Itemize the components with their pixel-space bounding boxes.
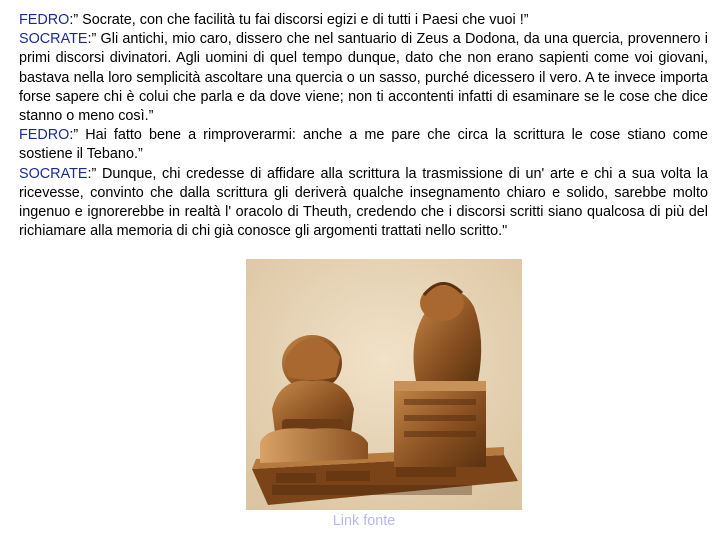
dialogue-paragraph: [19, 165, 708, 242]
speaker-name: SOCRATE: [19, 31, 88, 48]
dialogue-paragraph: [19, 11, 708, 30]
speaker-name: FEDRO: [19, 12, 70, 28]
source-link[interactable]: Link fonte: [332, 513, 396, 529]
speech-text: :” Socrate, con che facilità tu fai discorsi egizi e di tutti i Paesi che vuoi !”: [69, 12, 529, 28]
scribe-and-baboon-statue: [246, 259, 522, 510]
statue-photo: [246, 259, 522, 510]
dialogue-text: [19, 11, 708, 241]
dialogue-paragraph: [19, 126, 708, 164]
speech-text: :” Gli antichi, mio caro, dissero che nel santuario di Zeus a Dodona, da una quercia, provennero i primi discorsi divinatori. Agli uomini di quel tempo dunque, dato che non erano sapienti come voi giovani, bastava nella loro semplicità ascoltare una quercia o un sasso, purché dicessero il vero. A te invece importa forse sapere chi è colui che parla e da dove viene; non ti accontenti infatti di esaminare se le cose che dice stanno o meno così.”: [19, 31, 708, 125]
speech-text: :” Hai fatto bene a rimproverarmi: anche a me pare che circa la scrittura le cose stiano come sostiene il Tebano.”: [19, 127, 708, 163]
speaker-name: SOCRATE: [19, 165, 88, 182]
dialogue-paragraph: [19, 30, 708, 126]
speech-text: :” Dunque, chi credesse di affidare alla scrittura la trasmissione di un' arte e chi a sua volta la ricevesse, convinto che dalla scrittura gli deriverà qualche insegnamento chiaro e solido, sarebbe molto ingenuo e ignorerebbe in realtà l' oracolo di Theuth, credendo che i discorsi scritti siano qualcosa di più del richiamare alla memoria di chi già conosce gli argomenti trattati nello scritto.": [19, 165, 708, 240]
speaker-name: FEDRO: [19, 127, 70, 144]
